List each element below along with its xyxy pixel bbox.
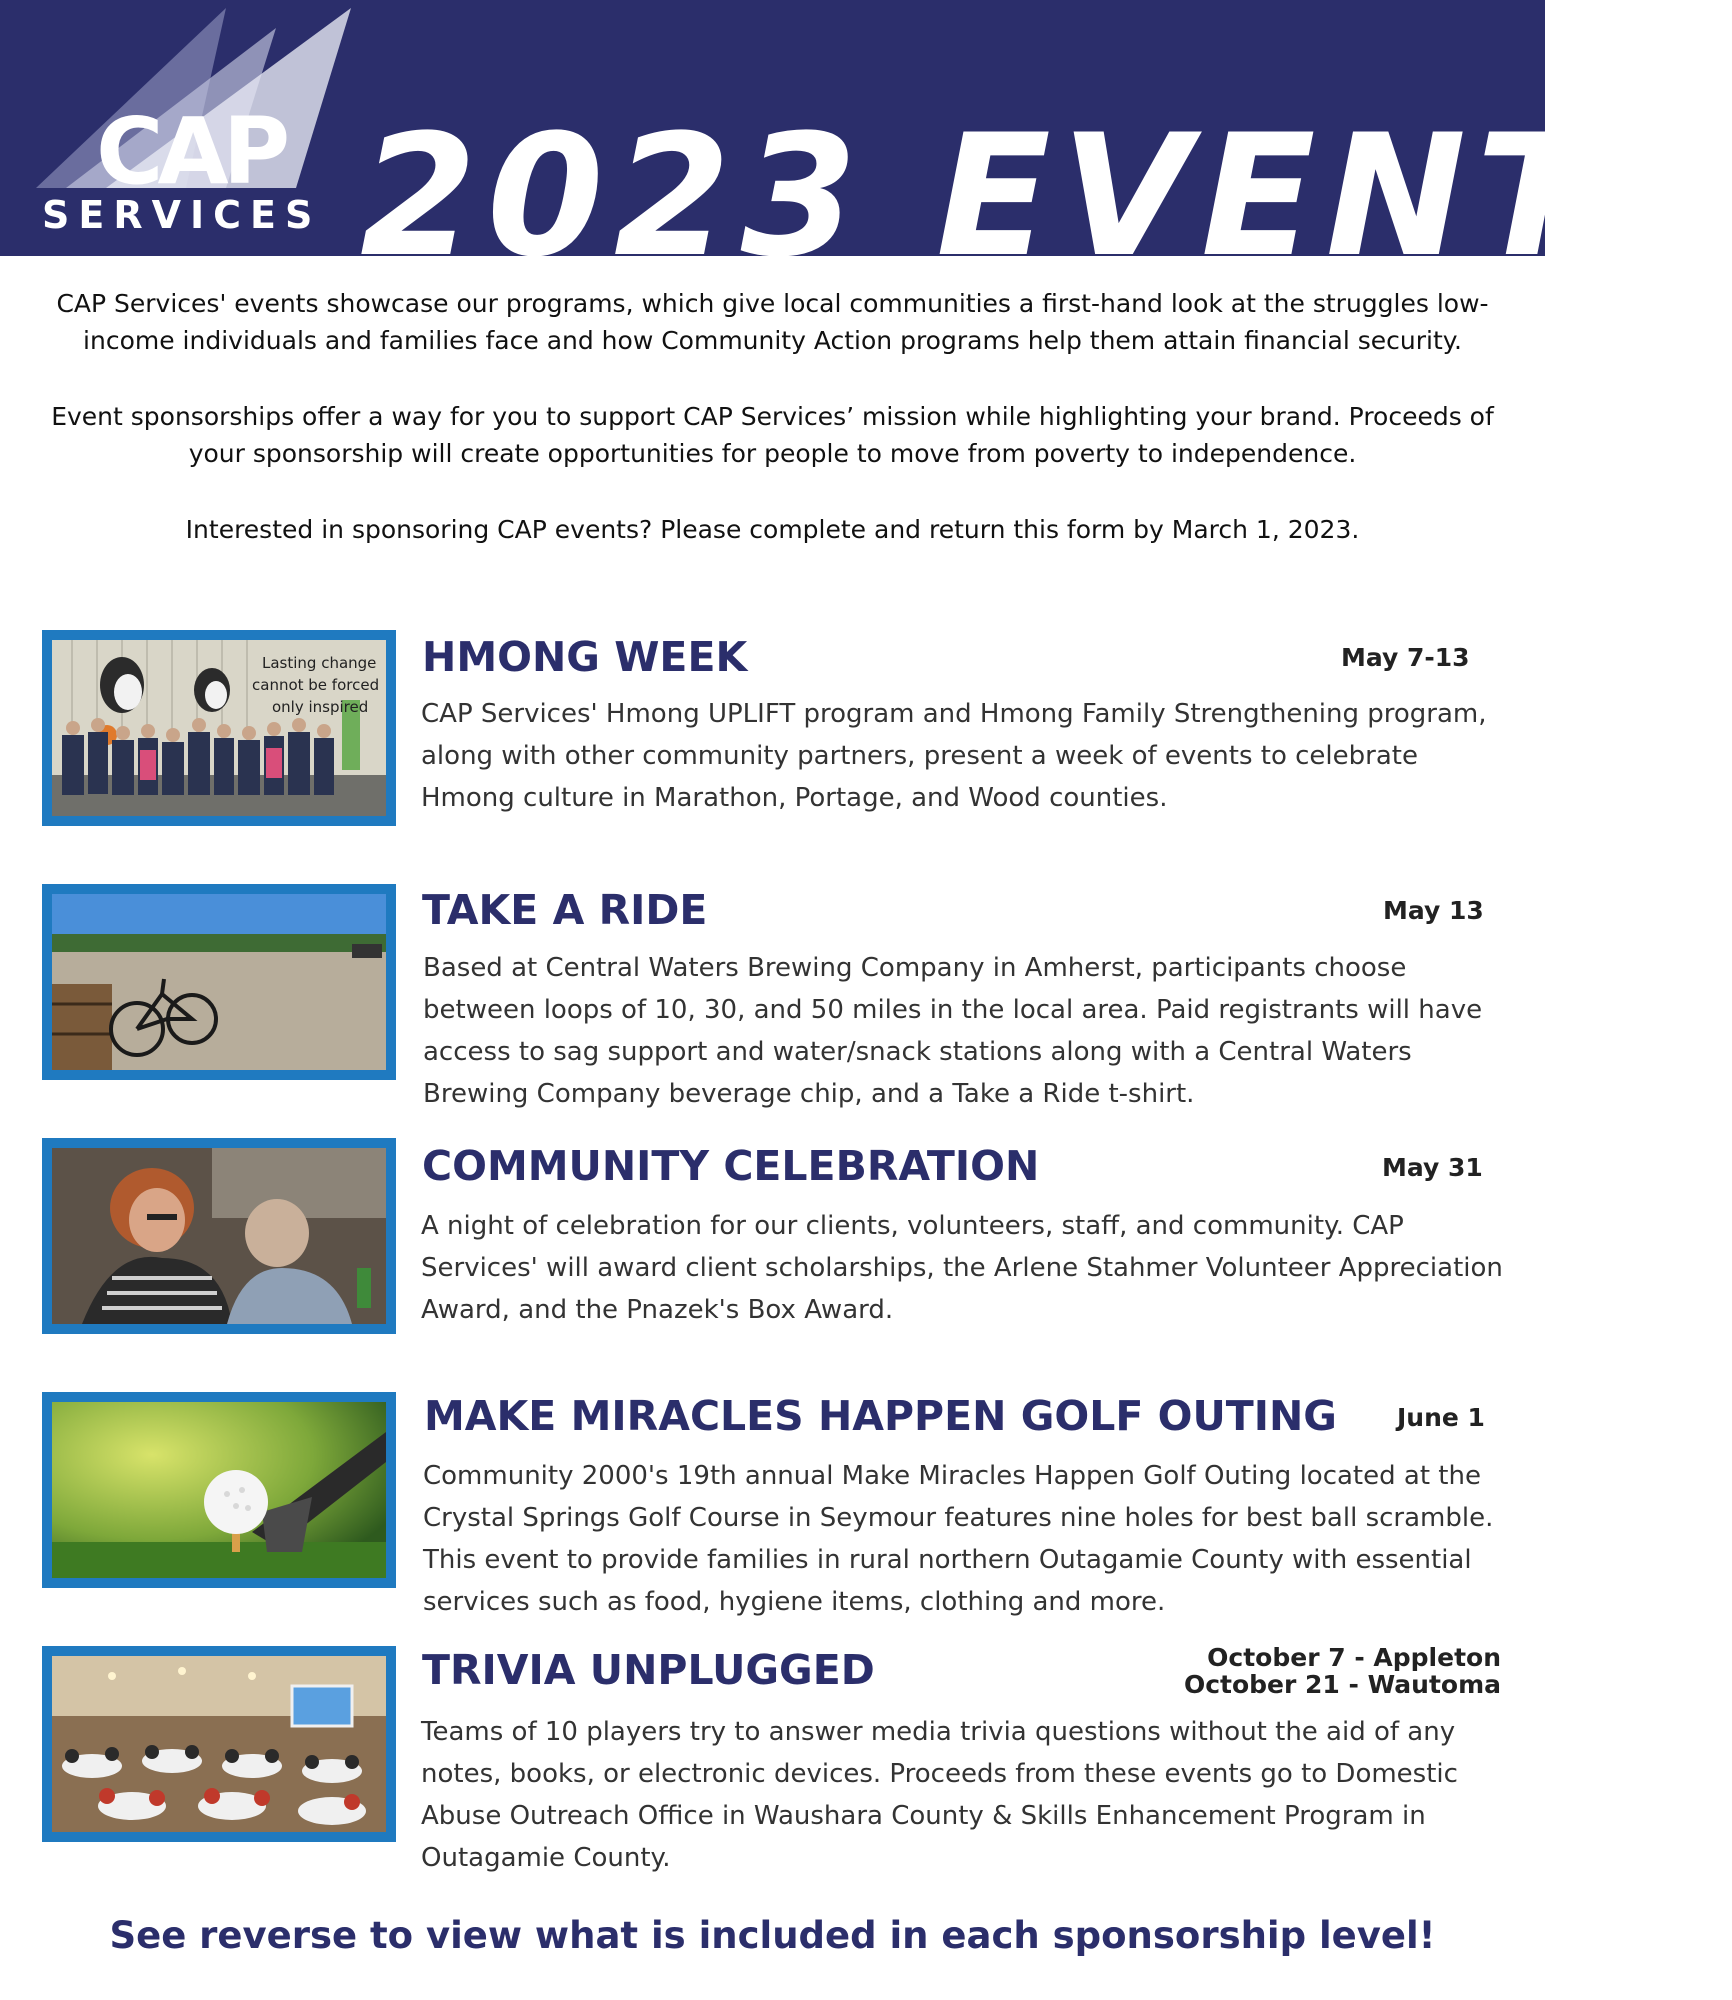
header-banner [0,0,1732,294]
svg-text:only inspired: only inspired [272,698,369,716]
event-dates [1184,1644,1501,1698]
intro-paragraph-2: Event sponsorships offer a way for you to support CAP Services’ mission while highlighting your brand. Proceeds of your sponsorship will create opportunities for people to move from poverty to independence. [51,402,1494,468]
event-date: June 1 [1397,1403,1485,1432]
trivia-unplugged-photo [42,1646,396,1842]
golf-outing-photo [42,1392,396,1588]
event-date: May 13 [1383,896,1484,925]
event-date-line-2: October 21 - Wautoma [1183,1670,1501,1699]
cap-services-logo [36,8,356,248]
event-title: HMONG WEEK [422,633,748,681]
event-description: CAP Services' Hmong UPLIFT program and Hmong Family Strengthening program, along with other community partners, present a week of events to celebrate Hmong culture in Marathon, Portage, and Wood counties. [421,699,1487,813]
page-title: 2023 EVENTS [360,98,1732,294]
event-description: Based at Central Waters Brewing Company in Amherst, participants choose between loops of 10, 30, and 50 miles in the local area. Paid registrants will have access to sag support and water/snack stations along with a Central Waters Brewing Company beverage chip, and a Take a Ride t-shirt. [423,953,1483,1109]
event-description: Community 2000's 19th annual Make Miracles Happen Golf Outing located at the Crystal Springs Golf Course in Seymour features nine holes for best ball scramble. This event to provide families in rural northern Outagamie County with essential services such as food, hygiene items, clothing and more. [423,1461,1494,1617]
event-description: A night of celebration for our clients, volunteers, staff, and community. CAP Services' will award client scholarships, the Arlene Stahmer Volunteer Appreciation Award, and the Pnazek's Box Award. [421,1211,1503,1325]
event-title: TRIVIA UNPLUGGED [422,1646,875,1694]
intro-paragraph-3: Interested in sponsoring CAP events? Please complete and return this form by March 1, 2023. [185,515,1360,544]
event-description: Teams of 10 players try to answer media trivia questions without the aid of any notes, books, or electronic devices. Proceeds from these events go to Domestic Abuse Outreach Office in Waushara County & Skills Enhancement Program in Outagamie County. [421,1717,1458,1873]
community-celebration-photo [42,1138,396,1334]
intro-paragraph-1: CAP Services' events showcase our programs, which give local communities a first-hand look at the struggles low-income individuals and families face and how Community Action programs help them attain financial security. [56,289,1489,355]
photo-sign-text: Lasting change [262,654,377,672]
footer-note: See reverse to view what is included in each sponsorship level! [109,1914,1436,1957]
take-a-ride-photo [42,884,396,1080]
event-date: May 31 [1382,1153,1483,1182]
svg-text:cannot be forced: cannot be forced [252,676,380,694]
event-date: May 7-13 [1341,643,1470,672]
logo-services-text: SERVICES [42,193,322,237]
event-title: TAKE A RIDE [422,886,708,934]
event-title: COMMUNITY CELEBRATION [422,1142,1040,1190]
hmong-week-photo [42,630,396,826]
event-title: MAKE MIRACLES HAPPEN GOLF OUTING [424,1392,1337,1440]
logo-cap-text: CAP [96,98,285,205]
event-date-line-1: October 7 - Appleton [1207,1643,1501,1672]
